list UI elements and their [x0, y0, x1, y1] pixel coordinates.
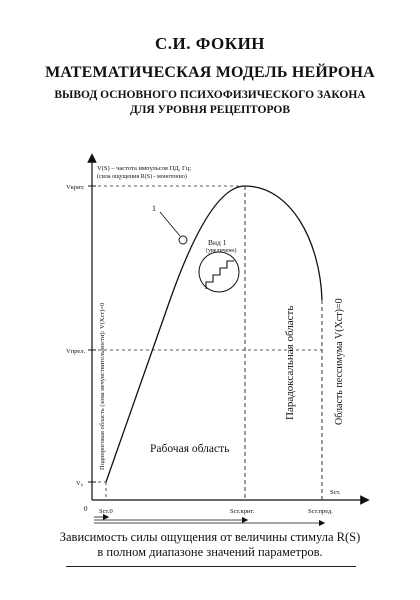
x-tick-spres: Sст.пред. [308, 508, 333, 515]
book-title: МАТЕМАТИЧЕСКАЯ МОДЕЛЬ НЕЙРОНА [45, 64, 375, 81]
book-author: С.И. ФОКИН [154, 34, 266, 53]
book-subtitle-line2: ДЛЯ УРОВНЯ РЕЦЕПТОРОВ [129, 104, 291, 116]
region-pessimum-label: Область пессимума V(Xст)=0 [334, 298, 345, 425]
inset-title: Вид 1 [208, 238, 227, 247]
figure-caption [20, 530, 400, 560]
curve-marker-circle [179, 236, 187, 244]
region-working-label: Рабочая область [150, 443, 230, 455]
inset-staircase [206, 261, 234, 289]
caption-line2: в полном диапазоне значений параметров. [97, 545, 323, 559]
book-subtitle-line1: ВЫВОД ОСНОВНОГО ПСИХОФИЗИЧЕСКОГО ЗАКОНА [54, 89, 366, 101]
inset-circle [199, 252, 239, 292]
bottom-rule [66, 566, 356, 567]
y-tick-v0: V₀ [76, 480, 83, 487]
region-threshold-label: Подпороговая область (зона нечувствительности): V(Xст)=0 [99, 302, 106, 470]
y-tick-vpres: Vпрел. [66, 348, 86, 355]
x-tick-scrit: Sст.крит. [230, 508, 255, 515]
x-tick-s0: Sст.0 [99, 508, 113, 515]
inset-subtitle: (увеличено) [206, 248, 237, 254]
caption-line1: Зависимость силы ощущения от величины стимула R(S) [59, 530, 361, 544]
x-tick-sst: Sст. [330, 489, 341, 496]
y-axis-label-line2: (сила ощущения R(S) - монотонно) [97, 174, 187, 180]
y-axis-label-line1: V(S) – частота импульсов ПД, Гц; [97, 165, 192, 172]
curve-marker-label: 1 [152, 204, 156, 213]
region-paradox-label: Парадоксальная область [284, 305, 296, 420]
curve-marker-leader [160, 212, 180, 236]
y-tick-vmax: Vкрит. [66, 184, 85, 191]
x-origin-label: 0 [84, 505, 88, 513]
